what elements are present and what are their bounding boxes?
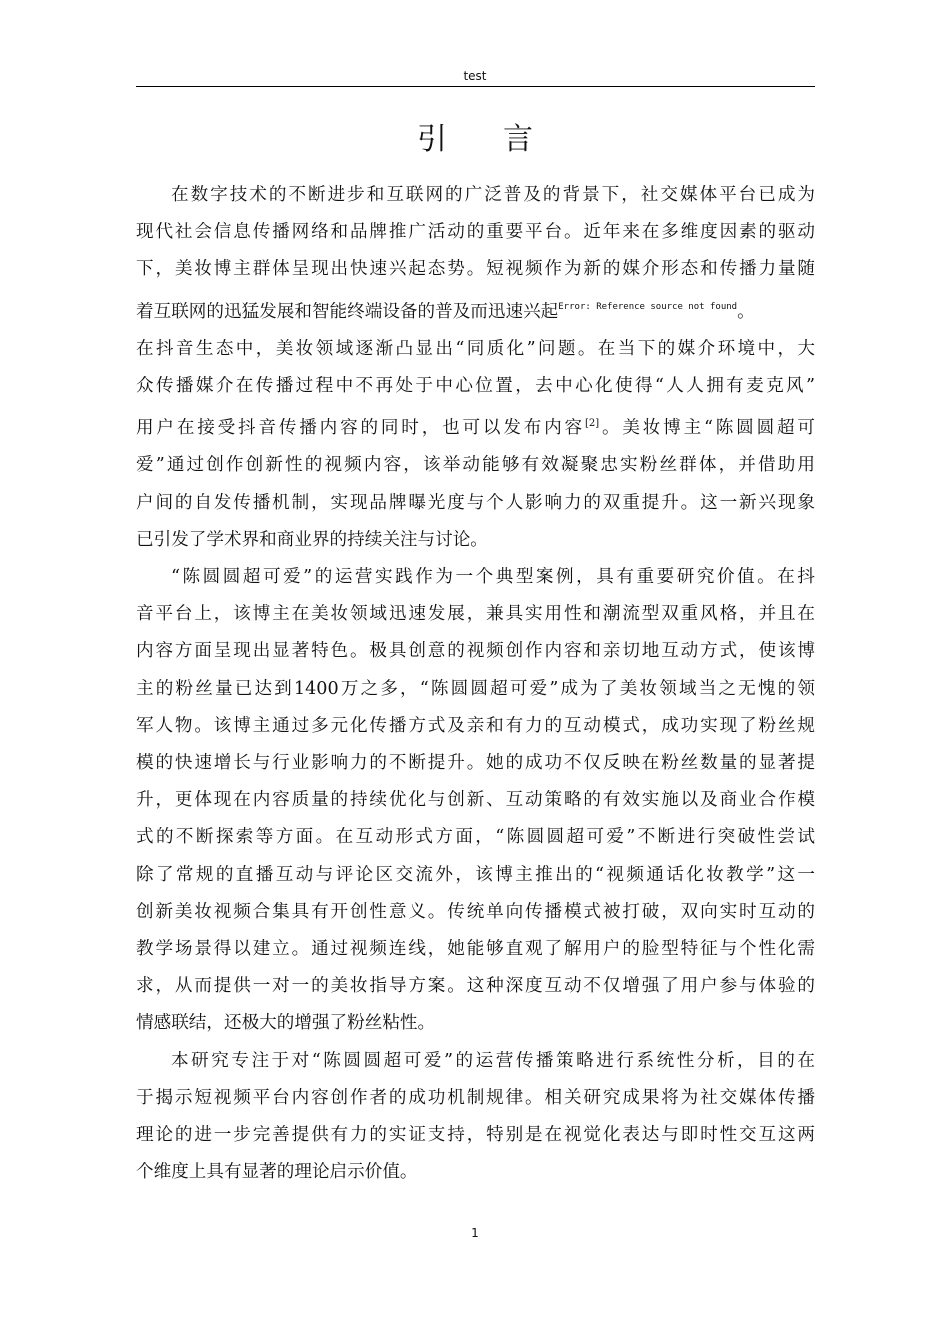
paragraph-line: 升，更体现在内容质量的持续优化与创新、互动策略的有效实施以及商业合作模	[136, 790, 815, 811]
paragraph-line: 个维度上具有显著的理论启示价值。	[136, 1162, 418, 1183]
paragraph-2	[136, 559, 815, 1043]
reference-error: Error: Reference source not found	[558, 301, 738, 312]
running-header: test	[463, 69, 487, 83]
paragraph-line: 主的粉丝量已达到1400万之多，“陈圆圆超可爱”成为了美妆领域当之无愧的领	[136, 678, 815, 699]
paragraph-line: 内容方面呈现出显著特色。极具创意的视频创作内容和亲切地互动方式，使该博	[136, 641, 815, 662]
paragraph-line: 爱”通过创作创新性的视频内容，该举动能够有效凝聚忠实粉丝群体，并借助用	[136, 455, 815, 476]
paragraph-line: 在数字技术的不断进步和互联网的广泛普及的背景下，社交媒体平台已成为	[171, 185, 815, 205]
paragraph-1	[136, 177, 815, 559]
paragraph-line: 情感联结，还极大的增强了粉丝粘性。	[136, 1013, 436, 1034]
paragraph-line: 军人物。该博主通过多元化传播方式及亲和有力的互动模式，成功实现了粉丝规	[136, 715, 815, 736]
paragraph-line: 众传播媒介在传播过程中不再处于中心位置，去中心化使得“人人拥有麦克风”	[136, 376, 815, 397]
paragraph-line: 本研究专注于对“陈圆圆超可爱”的运营传播策略进行系统性分析，目的在	[171, 1050, 815, 1071]
paragraph-line: 音平台上，该博主在美妆领域迅速发展，兼具实用性和潮流型双重风格，并且在	[136, 604, 815, 625]
header-rule	[136, 86, 815, 87]
line-text: 着互联网的迅猛发展和智能终端设备的普及而迅速兴起	[136, 301, 559, 322]
paragraph-line	[136, 289, 815, 331]
paragraph-line: 式的不断探索等方面。在互动形式方面，“陈圆圆超可爱”不断进行突破性尝试	[136, 827, 815, 848]
paragraph-line: 教学场景得以建立。通过视频连线，她能够直观了解用户的脸型特征与个性化需	[136, 939, 815, 960]
paragraph-line: 除了常规的直播互动与评论区交流外，该博主推出的“视频通话化妆教学”这一	[136, 864, 815, 885]
page-number: 1	[471, 1226, 479, 1240]
paragraph-line: 现代社会信息传播网络和品牌推广活动的重要平台。近年来在多维度因素的驱动	[136, 222, 815, 243]
title-char-2: 言	[503, 122, 533, 157]
section-title	[0, 118, 950, 162]
paragraph-line: “陈圆圆超可爱”的运营实践作为一个典型案例，具有重要研究价值。在抖	[171, 567, 815, 588]
paragraph-line: 已引发了学术界和商业界的持续关注与讨论。	[136, 529, 488, 550]
paragraph-line: 户间的自发传播机制，实现品牌曝光度与个人影响力的双重提升。这一新兴现象	[136, 492, 815, 513]
paragraph-3	[136, 1043, 815, 1192]
paragraph-line: 下，美妆博主群体呈现出快速兴起态势。短视频作为新的媒介形态和传播力量随	[136, 259, 815, 280]
paragraph-line: 创新美妆视频合集具有开创性意义。传统单向传播模式被打破，双向实时互动的	[136, 901, 815, 922]
paragraph-line: 模的快速增长与行业影响力的不断提升。她的成功不仅反映在粉丝数量的显著提	[136, 753, 815, 774]
body-text	[136, 177, 815, 1191]
line-text: 。	[737, 301, 755, 322]
paragraph-line	[136, 405, 815, 447]
paragraph-line: 于揭示短视频平台内容创作者的成功机制规律。相关研究成果将为社交媒体传播	[136, 1087, 815, 1108]
paragraph-line: 求，从而提供一对一的美妆指导方案。这种深度互动不仅增强了用户参与体验的	[136, 976, 815, 997]
line-text: 。美妆博主“陈圆圆超可	[599, 418, 815, 439]
citation-superscript: [2]	[584, 418, 600, 430]
line-text: 用户在接受抖音传播内容的同时，也可以发布内容	[136, 418, 585, 439]
title-char-1: 引	[417, 122, 447, 157]
paragraph-line: 理论的进一步完善提供有力的实证支持，特别是在视觉化表达与即时性交互这两	[136, 1125, 815, 1146]
paragraph-line: 在抖音生态中，美妆领域逐渐凸显出“同质化”问题。在当下的媒介环境中，大	[136, 338, 815, 359]
